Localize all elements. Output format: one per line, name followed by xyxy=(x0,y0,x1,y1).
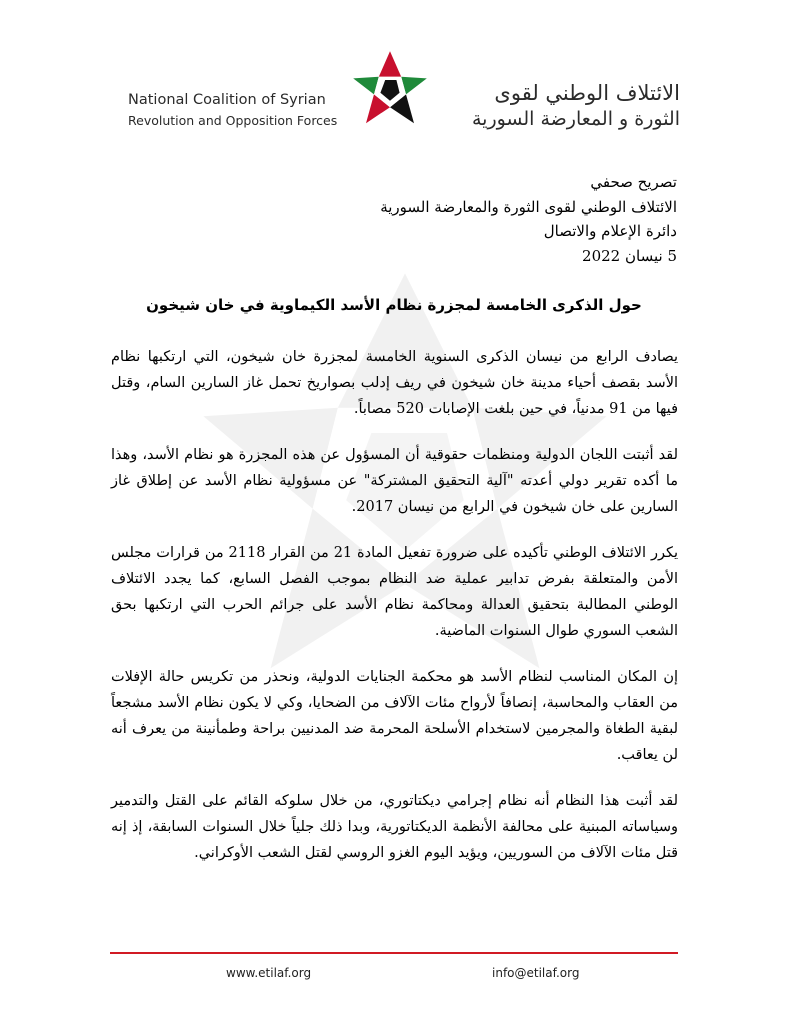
org-name-english-line2: Revolution and Opposition Forces xyxy=(128,113,338,128)
paragraph: إن المكان المناسب لنظام الأسد هو محكمة الجنايات الدولية، ونحذر من تكريس حالة الإفلات من العقاب والمحاسبة، إنصافاً لأرواح مئات الآلاف من الضحايا، وكي لا يكون نظام الأسد مشجعاً لبقية الطغاة والمجرمين لاستخدام الأسلحة المحرمة ضد المدنيين براحة وطمأنينة من يعرف أنه لن يعاقب. xyxy=(111,669,678,763)
letterhead xyxy=(0,0,788,150)
org-name-english-line1: National Coalition of Syrian xyxy=(128,92,326,108)
paragraph: يصادف الرابع من نيسان الذكرى السنوية الخامسة لمجزرة خان شيخون، التي ارتكبها نظام الأسد بقصف أحياء مدينة خان شيخون في ريف إدلب بصواريخ تحمل غاز السارين السام، وقتل فيها من 91 مدنياً، في حين بلغت الإصابات 520 مصاباً. xyxy=(111,349,678,417)
doc-type: تصريح صحفي xyxy=(590,173,677,191)
footer-website-link[interactable]: www.etilaf.org xyxy=(226,966,312,980)
statement-body xyxy=(111,344,678,886)
org-name-arabic-line2: الثورة و المعارضة السورية xyxy=(471,108,680,130)
org-name-arabic-line1: الائتلاف الوطني لقوى xyxy=(494,81,680,105)
department-name: دائرة الإعلام والاتصال xyxy=(543,222,677,240)
org-name-arabic xyxy=(440,80,680,132)
footer-divider xyxy=(110,952,678,954)
paragraph: لقد أثبتت اللجان الدولية ومنظمات حقوقية أن المسؤول عن هذه المجزرة هو نظام الأسد، وهذا ما أكده تقرير دولي أعدته "آلية التحقيق المشتركة" عن مسؤولية نظام الأسد عن إطلاق غاز السارين على خان شيخون في الرابع من نيسان 2017. xyxy=(111,447,678,515)
paragraph: يكرر الائتلاف الوطني تأكيده على ضرورة تفعيل المادة 21 من القرار 2118 من قرارات مجلس الأمن والمتعلقة بفرض تدابير عملية ضد النظام بموجب الفصل السابع، كما يجدد الائتلاف الوطني المطالبة بتحقيق العدالة ومحاكمة نظام الأسد على جرائم الحرب التي ارتكبها بحق الشعب السوري طوال السنوات الماضية. xyxy=(111,545,678,639)
paragraph: لقد أثبت هذا النظام أنه نظام إجرامي ديكتاتوري، من خلال سلوكه القائم على القتل والتدمير وسياساته المبنية على محالفة الأنظمة الديكتاتورية، وبدا ذلك جلياً خلال السنوات السابقة، إذ إنه قتل مئات الآلاف من السوريين، ويؤيد اليوم الغزو الروسي لقتل الشعب الأوكراني. xyxy=(111,793,678,861)
press-release-meta xyxy=(257,170,677,268)
organization-name: الائتلاف الوطني لقوى الثورة والمعارضة السورية xyxy=(380,197,677,216)
coalition-star-logo-icon xyxy=(350,47,430,129)
release-date: 5 نيسان 2022 xyxy=(582,246,677,265)
org-name-english xyxy=(128,90,368,132)
footer-email-link[interactable]: info@etilaf.org xyxy=(492,966,580,980)
statement-title: حول الذكرى الخامسة لمجزرة نظام الأسد الكيماوية في خان شيخون xyxy=(146,296,642,314)
